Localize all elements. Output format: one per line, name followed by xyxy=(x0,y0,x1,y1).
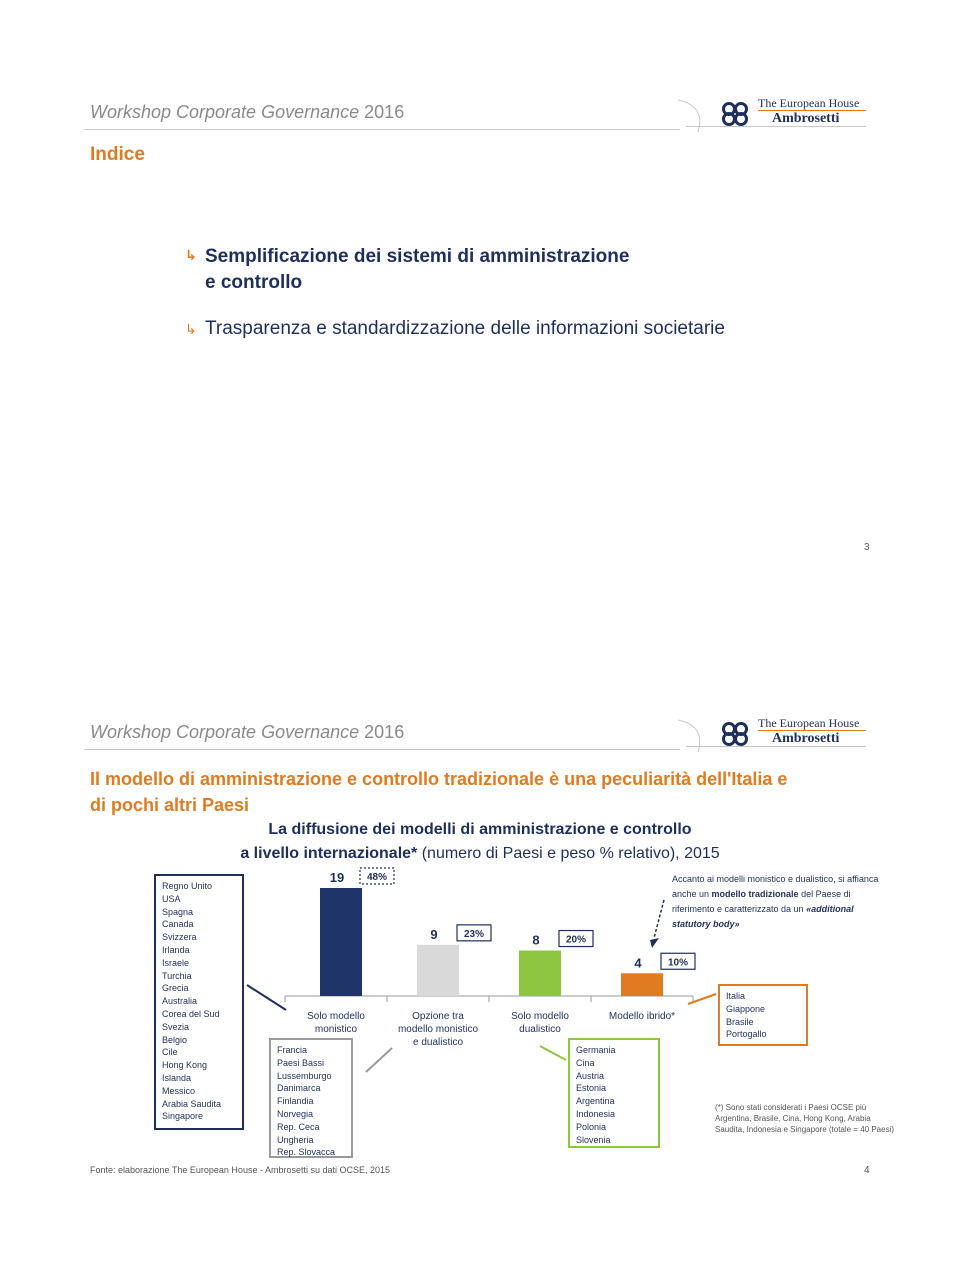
bullet-item-1 xyxy=(185,244,629,296)
bar-percent-label: 10% xyxy=(667,957,689,969)
bar-percent-label: 20% xyxy=(565,934,587,946)
category-label: e dualistico xyxy=(412,1037,464,1048)
country-item: Argentina xyxy=(576,1096,615,1107)
page-number: 3 xyxy=(864,542,870,553)
country-item: Paesi Bassi xyxy=(277,1057,325,1068)
callout-arrow xyxy=(654,900,664,938)
country-item: Francia xyxy=(277,1045,308,1055)
connector-monistico xyxy=(247,985,286,1010)
country-item: Islanda xyxy=(162,1072,192,1083)
country-item: Arabia Saudita xyxy=(162,1098,222,1109)
callout-arrowhead-icon xyxy=(650,938,659,948)
company-logo xyxy=(720,96,870,136)
category-label: monistico xyxy=(314,1024,358,1035)
country-item: Indonesia xyxy=(576,1108,616,1119)
callout-part-2: del Paese di riferimento e caratterizzato da un xyxy=(672,889,851,914)
chart-title-line-2-rest: (numero di Paesi e peso % relativo), 2015 xyxy=(417,845,720,862)
bullet-item-2 xyxy=(185,318,725,340)
callout-bold: modello tradizionale xyxy=(711,889,799,899)
country-item: Irlanda xyxy=(162,944,190,955)
header-divider xyxy=(84,129,680,130)
country-item: Spagna xyxy=(162,906,194,917)
countries-box-dualistico xyxy=(568,1038,660,1148)
countries-box-opzione xyxy=(269,1038,353,1158)
logo-mark-icon xyxy=(720,100,752,126)
bar-2 xyxy=(417,945,459,996)
logo-underline xyxy=(686,126,866,127)
category-label: Solo modello xyxy=(511,1011,569,1022)
header-year: 2016 xyxy=(364,722,405,742)
page-number: 4 xyxy=(864,1165,870,1176)
country-item: USA xyxy=(162,893,181,904)
bar-value-label: 9 xyxy=(430,926,438,942)
arrow-bullet-icon: ↳ xyxy=(185,321,197,337)
category-label: dualistico xyxy=(519,1024,561,1035)
countries-box-monistico xyxy=(154,874,244,1130)
source-note: Fonte: elaborazione The European House - Ambrosetti su dati OCSE, 2015 xyxy=(90,1165,391,1175)
arrow-bullet-icon: ↳ xyxy=(185,247,197,263)
country-item: Cile xyxy=(162,1047,178,1058)
callout-part-1: Accanto ai modelli monistico e dualistico, si affianca anche un xyxy=(672,874,879,899)
country-item: Ungheria xyxy=(277,1134,314,1145)
country-item: Singapore xyxy=(162,1111,204,1122)
country-item: Finlandia xyxy=(277,1096,314,1107)
country-item: Austria xyxy=(576,1070,605,1081)
slide-4 xyxy=(0,620,960,1280)
bar-4 xyxy=(621,973,663,996)
slide-title-line-2: di pochi altri Paesi xyxy=(90,795,250,815)
country-item: Estonia xyxy=(576,1083,607,1094)
header-title xyxy=(90,102,404,123)
country-item: Portogallo xyxy=(726,1029,767,1040)
country-item: Giappone xyxy=(726,1003,766,1014)
bar-3 xyxy=(519,951,561,996)
country-item: Messico xyxy=(162,1085,196,1096)
bar-1 xyxy=(320,888,362,996)
category-label: Opzione tra xyxy=(412,1011,464,1022)
country-item: Grecia xyxy=(162,983,189,994)
country-item: Hong Kong xyxy=(162,1060,208,1071)
country-item: Svezia xyxy=(162,1021,190,1032)
country-item: Australia xyxy=(162,996,198,1007)
country-item: Lussemburgo xyxy=(277,1070,332,1081)
category-label: modello monistico xyxy=(397,1024,479,1035)
category-label: Modello ibrido* xyxy=(608,1011,676,1022)
country-item: Rep. Slovacca xyxy=(277,1147,336,1158)
header-year: 2016 xyxy=(364,102,405,122)
bar-percent-label: 23% xyxy=(463,928,485,940)
country-item: Canada xyxy=(162,919,194,930)
bar-value-label: 8 xyxy=(532,932,540,948)
slide-title: Indice xyxy=(90,144,145,165)
country-item: Svizzera xyxy=(162,932,197,943)
bar-percent-label: 48% xyxy=(366,872,388,883)
logo-line-1: The European House xyxy=(758,96,860,110)
country-item: Israele xyxy=(162,957,190,968)
header-swoosh-icon xyxy=(676,98,716,134)
logo-line-2: Ambrosetti xyxy=(772,111,840,126)
country-item: Polonia xyxy=(576,1121,607,1132)
country-item: Italia xyxy=(726,991,746,1001)
header-title-text: Workshop Corporate Governance xyxy=(90,102,360,122)
category-label: Solo modello xyxy=(307,1011,365,1022)
country-item: Norvegia xyxy=(277,1108,314,1119)
chart-title-line-2-bold: a livello internazionale* xyxy=(240,845,418,862)
footnote: (*) Sono stati considerati i Paesi OCSE più Argentina, Brasile, Cina, Hong Kong, Arabia Saudita, Indonesia e Singapore (totale = 40 Paesi) xyxy=(715,1103,895,1134)
bar-chart xyxy=(0,620,960,1280)
bullet-2-text: Trasparenza e standardizzazione delle informazioni societarie xyxy=(205,318,725,339)
slide-title-line-1: Il modello di amministrazione e controllo tradizionale è una peculiarità dell'Italia e xyxy=(90,769,788,789)
country-item: Brasile xyxy=(726,1016,754,1027)
country-item: Belgio xyxy=(162,1034,188,1045)
country-item: Cina xyxy=(576,1057,595,1068)
country-item: Slovenia xyxy=(576,1134,611,1145)
country-item: Danimarca xyxy=(277,1083,321,1094)
header-title-text: Workshop Corporate Governance xyxy=(90,722,360,742)
bar-value-label: 19 xyxy=(329,870,345,885)
logo-line-2: Ambrosetti xyxy=(772,731,840,746)
country-item: Germania xyxy=(576,1045,616,1055)
connector-dualistico xyxy=(540,1046,566,1060)
logo-line-1: The European House xyxy=(758,716,860,730)
callout-text xyxy=(672,872,892,932)
country-item: Rep. Ceca xyxy=(277,1121,320,1132)
country-item: Regno Unito xyxy=(162,881,213,891)
country-item: Corea del Sud xyxy=(162,1008,220,1019)
country-item: Turchia xyxy=(162,970,192,981)
bullet-1-line-2: e controllo xyxy=(205,272,303,293)
chart-title-line-1: La diffusione dei modelli di amministrazione e controllo xyxy=(268,821,692,838)
countries-box-ibrido xyxy=(718,984,808,1046)
bullet-1-line-1: Semplificazione dei sistemi di amministrazione xyxy=(205,246,630,267)
bar-value-label: 4 xyxy=(634,955,642,971)
connector-opzione xyxy=(366,1048,392,1072)
callout-italic: «additional statutory body» xyxy=(672,904,854,929)
slide-3 xyxy=(0,0,960,620)
